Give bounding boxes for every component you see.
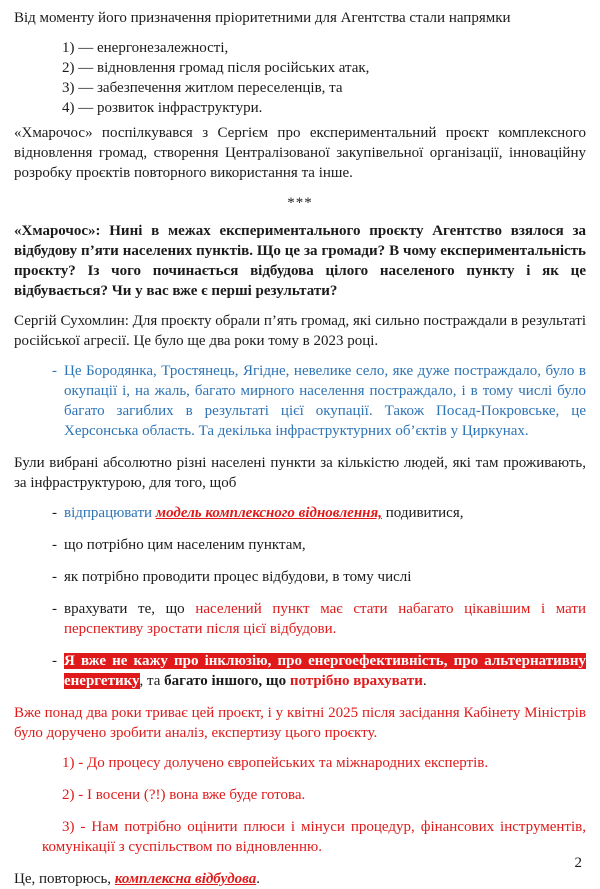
criteria-item-3-text: як потрібно проводити процес відбудови, в тому числі: [64, 569, 412, 585]
page-number: 2: [574, 855, 582, 871]
criteria-item-2-text: що потрібно цим населеним пунктам,: [64, 537, 306, 553]
model-recovery-link[interactable]: модель комплексного відновлення,: [155, 505, 382, 521]
bullet-marker: -: [52, 505, 57, 521]
bullet-marker: -: [52, 601, 57, 617]
highlighted-text: Я вже не кажу про інклюзію, про енергоефективність, про альтернативну енергетику: [64, 653, 586, 689]
status-point-3: 3) - Нам потрібно оцінити плюси і мінуси процедур, фінансових інструментів, комунікації з суспільством по відновленню.: [42, 819, 586, 855]
answer-paragraph: Сергій Сухомлин: Для проєкту обрали п’ять громад, які сильно постраждали в результаті російської агресії. Це було ще два роки тому в 2023 році.: [14, 313, 586, 349]
communities-note: [14, 361, 586, 441]
priorities-list: [14, 38, 586, 118]
bullet-marker: -: [52, 537, 57, 553]
interview-question: «Хмарочос»: Нині в межах експериментального проєкту Агентство взялося за відбудову п’яти населених пунктів. Що це за громади? В чому експериментальність проєкту? Із чого починається відбудова цілого населеного пункту і як це відбувається? Чи у вас вже є перші результати?: [14, 223, 586, 299]
criteria-item-2: [14, 535, 586, 555]
priorities-item: 3) — забезпечення житлом переселенців, та: [62, 80, 343, 96]
priorities-item: 2) — відновлення громад після російських атак,: [62, 60, 370, 76]
criteria-item-5-red: потрібно врахувати: [289, 673, 423, 689]
section-separator: ***: [287, 195, 313, 211]
bullet-marker: -: [52, 363, 57, 379]
priorities-item: 1) — енергонезалежності,: [62, 40, 229, 56]
criteria-item-5-bold: багато іншого, що: [164, 673, 290, 689]
complex-rebuild-link[interactable]: комплексна відбудова: [114, 871, 257, 887]
criteria-item-4-emphasis: населений пункт має стати набагато цікавішим і мати перспективу зростати після цієї відбудови.: [64, 601, 586, 637]
lede-paragraph: «Хмарочос» поспілкувався з Сергієм про експериментальний проєкт комплексного відновлення громад, створення Централізованої закупівельної організації, інноваційну розробку проєктів повторного використання та інше.: [14, 125, 586, 181]
criteria-item-1: [14, 503, 586, 523]
criteria-item-3: [14, 567, 586, 587]
priorities-item: 4) — розвиток інфраструктури.: [62, 100, 263, 116]
status-point-2: 2) - І восени (?!) вона вже буде готова.: [62, 787, 306, 803]
criteria-item-1-lead: відпрацювати: [64, 505, 156, 521]
criteria-intro-paragraph: Були вибрані абсолютно різні населені пункти за кількістю людей, які там проживають, за інфраструктурою, для того, щоб: [14, 455, 586, 491]
closing-lead: Це, повторюсь,: [14, 871, 115, 887]
criteria-item-5-end: .: [422, 673, 427, 689]
criteria-item-5: [14, 651, 586, 691]
intro-paragraph: Від моменту його призначення пріоритетними для Агентства стали напрямки: [14, 10, 511, 26]
criteria-item-5-mid: , та: [139, 673, 165, 689]
status-paragraph: Вже понад два роки триває цей проєкт, і у квітні 2025 після засідання Кабінету Міністрів було доручено зробити аналіз, експертизу цього проєкту.: [14, 705, 586, 741]
bullet-marker: -: [52, 569, 57, 585]
criteria-item-4-lead: врахувати те, що: [64, 601, 196, 617]
communities-text: Це Бородянка, Тростянець, Ягідне, невелике село, яке дуже постраждало, було в окупації і, на жаль, багато мирного населення постраждало, і в тому числі було багато загиблих в результаті цієї окупації. Також Посад-Покровське, це Херсонська область. Та декілька інфраструктурних об’єктів у Циркунах.: [64, 363, 586, 439]
status-point-1: 1) - До процесу долучено європейських та міжнародних експертів.: [62, 755, 489, 771]
criteria-item-1-tail: подивитися,: [381, 505, 464, 521]
closing-end: .: [256, 871, 260, 887]
bullet-marker: -: [52, 653, 57, 669]
criteria-item-4: [14, 599, 586, 639]
closing-paragraph: [14, 869, 586, 889]
